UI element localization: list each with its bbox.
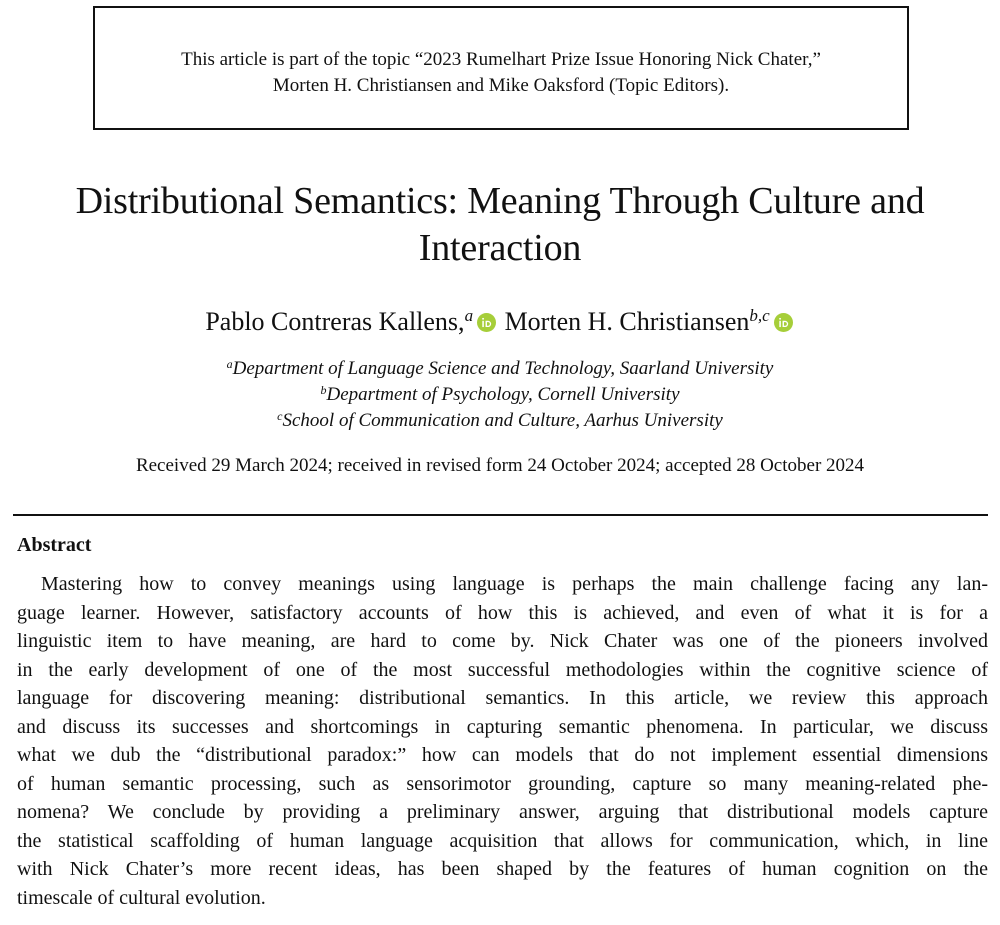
abstract-line: and discuss its successes and shortcomings in capturing semantic phenomena. In particular, we discuss — [17, 715, 988, 738]
affiliation-text: School of Communication and Culture, Aarhus University — [282, 410, 723, 431]
abstract-heading: Abstract — [17, 534, 92, 556]
author-list — [0, 302, 1000, 342]
topic-note-line-2: Morten H. Christiansen and Mike Oaksford (Topic Editors). — [272, 75, 730, 96]
abstract-line: of human semantic processing, such as sensorimotor grounding, capture so many meaning-related phe- — [17, 772, 988, 795]
abstract-line: what we dub the “distributional paradox:” how can models that do not implement essential dimensions — [17, 744, 988, 766]
affiliation-mark: a — [226, 357, 233, 371]
author-affil-mark-1: a — [464, 306, 474, 325]
author-name-2: Morten H. Christiansen — [504, 307, 750, 336]
article-title — [0, 178, 1000, 272]
affiliation-c — [0, 408, 1000, 434]
abstract-line: timescale of cultural evolution. — [17, 886, 266, 909]
abstract-line: in the early development of one of the most successful methodologies within the cognitive science of — [17, 658, 988, 681]
abstract-line: language for discovering meaning: distributional semantics. In this article, we review this approach — [17, 687, 988, 709]
author-name-1: Pablo Contreras Kallens, — [205, 307, 465, 336]
abstract-line: with Nick Chater’s more recent ideas, has been shaped by the features of human cognition on the — [17, 858, 988, 880]
orcid-icon[interactable] — [477, 313, 496, 332]
abstract-line: linguistic item to have meaning, are hard to come by. Nick Chater was one of the pioneers involved — [17, 630, 988, 652]
article-title-line-2: Interaction — [418, 227, 582, 269]
article-title-line-1: Distributional Semantics: Meaning Through Culture and — [75, 180, 925, 222]
abstract-line: guage learner. However, satisfactory accounts of how this is achieved, and even of what it is for a — [17, 601, 988, 624]
submission-dates: Received 29 March 2024; received in revised form 24 October 2024; accepted 28 October 2024 — [135, 455, 865, 476]
orcid-icon[interactable] — [774, 313, 793, 332]
affiliation-list — [0, 356, 1000, 434]
topic-note-line-1: This article is part of the topic “2023 Rumelhart Prize Issue Honoring Nick Chater,” — [181, 49, 821, 70]
affiliation-a — [0, 356, 1000, 382]
abstract-line: the statistical scaffolding of human language acquisition that allows for communication, which, in line — [17, 829, 988, 852]
topic-note-box — [93, 6, 909, 130]
affiliation-mark: c — [277, 409, 283, 423]
affiliation-text: Department of Psychology, Cornell University — [326, 384, 680, 405]
affiliation-text: Department of Language Science and Technology, Saarland University — [232, 358, 774, 379]
affiliation-mark: b — [320, 383, 327, 397]
abstract-line: Mastering how to convey meanings using language is perhaps the main challenge facing any lan- — [41, 573, 988, 595]
abstract-body — [17, 570, 988, 912]
affiliation-b — [0, 382, 1000, 408]
section-divider — [13, 514, 988, 516]
abstract-line: nomena? We conclude by providing a preliminary answer, arguing that distributional models capture — [17, 801, 988, 823]
author-affil-mark-2: b,c — [749, 306, 770, 325]
